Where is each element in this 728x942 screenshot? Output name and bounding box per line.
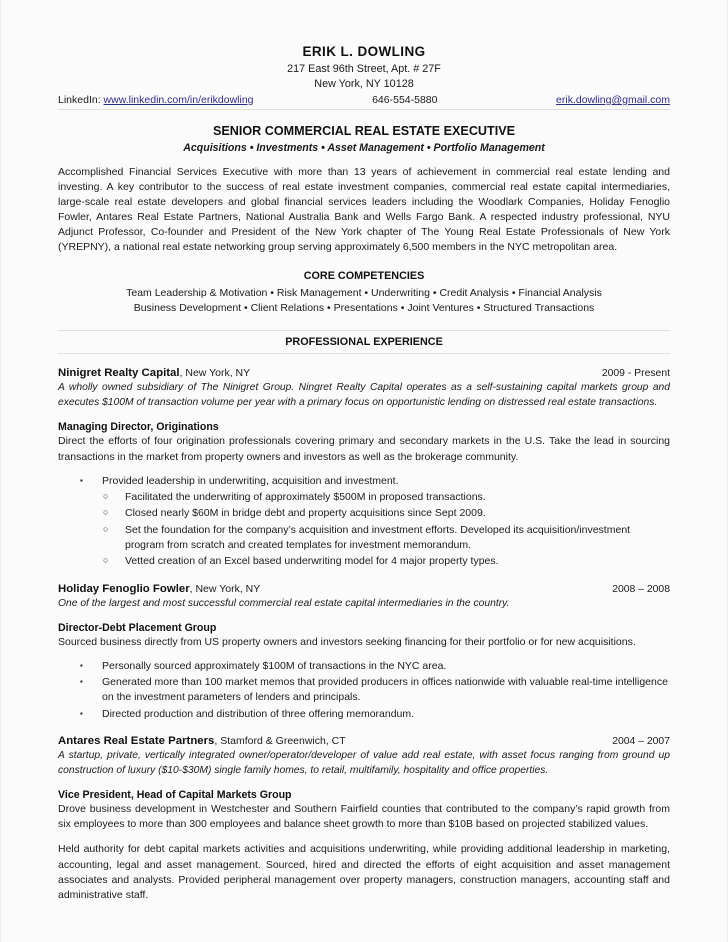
job-location: , New York, NY (179, 367, 251, 380)
bullet-item (58, 523, 670, 554)
header-divider (58, 109, 670, 110)
address-line-2: New York, NY 10128 (314, 78, 414, 90)
job-company-name: Holiday Fenoglio Fowler (58, 582, 190, 595)
jobs-list (58, 367, 670, 903)
candidate-name: ERIK L. DOWLING (302, 44, 426, 59)
job-entry (58, 735, 670, 903)
job-dates: 2009 - Present (601, 368, 670, 380)
core-competencies-line-2: Business Development • Client Relations • Presentations • Joint Ventures • Structured Transactions (133, 301, 595, 314)
job-dates: 2008 – 2008 (612, 583, 670, 595)
bullet-item (58, 554, 670, 569)
professional-experience-section (58, 330, 670, 354)
job-entry (58, 367, 670, 569)
job-role-title: Director-Debt Placement Group (58, 621, 217, 634)
bullet-item (58, 506, 670, 521)
bullet-item (58, 474, 670, 489)
job-header (58, 735, 670, 747)
linkedin-label: LinkedIn: (58, 94, 101, 106)
bullet-item (58, 675, 670, 706)
email-link[interactable]: erik.dowling@gmail.com (556, 94, 670, 106)
experience-section-title: PROFESSIONAL EXPERIENCE (285, 336, 443, 349)
core-competencies-title: CORE COMPETENCIES (303, 269, 425, 282)
job-company-description: A wholly owned subsidiary of The Ninigret Group. Ningret Realty Capital operates as a self-sustaining capital markets group and executes $100M of transaction volume per year with a primary focus on opportunistic lending on distressed real estate transactions. (58, 382, 670, 409)
job-company-name: Antares Real Estate Partners (58, 734, 215, 747)
square-bullet-icon: ▪ (80, 475, 83, 485)
circle-bullet-icon: ○ (103, 523, 109, 534)
headline-title: SENIOR COMMERCIAL REAL ESTATE EXECUTIVE (212, 124, 516, 138)
bullet-text: Personally sourced approximately $100M of transactions in the NYC area. (102, 659, 447, 672)
square-bullet-icon: ▪ (80, 660, 83, 670)
bullet-text: Vetted creation of an Excel based underwriting model for 4 major property types. (125, 555, 499, 568)
job-role-description: Drove business development in Westchester and Southern Fairfield counties that contributed to the company’s rapid growth from six employees to more than 300 employees and balance sheet growth to more than $10B based on projected stabilized values. (58, 802, 670, 831)
bullet-item (58, 659, 670, 674)
core-competencies-line-1: Team Leadership & Motivation • Risk Management • Underwriting • Credit Analysis • Financial Analysis (126, 286, 602, 299)
job-role-title: Managing Director, Originations (58, 421, 219, 434)
bullet-text: Facilitated the underwriting of approximately $500M in proposed transactions. (125, 491, 486, 504)
resume-header (58, 44, 670, 110)
contact-row (58, 94, 670, 109)
job-organization (58, 367, 602, 379)
job-location: , Stamford & Greenwich, CT (214, 734, 346, 747)
professional-summary: Accomplished Financial Services Executive with more than 13 years of achievement in commercial real estate lending and investing. A key contributor to the success of real estate investment companies, commercial real estate capital intermediaries, large-scale real estate developers and global financial services leaders including the Woodlark Companies, Holiday Fenoglio Fowler, Antares Real Estate Partners, National Australia Bank and Wells Fargo Bank. A respected industry professional, NYU Adjunct Professor, Co-founder and President of the New York chapter of The Young Real Estate Professionals of New York (YREPNY), a national real estate networking group serving approximately 6,500 members in the NYC metropolitan area. (58, 166, 670, 254)
bullet-text: Generated more than 100 market memos that provided producers in offices nationwide with valuable real-time intelligence on the investment parameters of lenders and principals. (102, 676, 668, 704)
linkedin-link[interactable]: www.linkedin.com/in/erikdowling (103, 94, 254, 106)
job-header (58, 367, 670, 379)
circle-bullet-icon: ○ (103, 491, 109, 502)
bullet-text: Provided leadership in underwriting, acquisition and investment. (102, 474, 399, 487)
job-location: , New York, NY (189, 582, 261, 595)
square-bullet-icon: ▪ (80, 677, 83, 687)
job-company-name: Ninigret Realty Capital (58, 367, 180, 380)
circle-bullet-icon: ○ (103, 507, 109, 518)
circle-bullet-icon: ○ (103, 555, 109, 566)
bullet-text: Closed nearly $60M in bridge debt and property acquisitions since Sept 2009. (125, 507, 486, 520)
job-company-description: One of the largest and most successful commercial real estate capital intermediaries in the country. (58, 597, 510, 609)
experience-divider-bottom (58, 353, 670, 354)
job-header (58, 583, 670, 595)
resume-content (58, 44, 670, 903)
job-bullet-list (58, 659, 670, 722)
job-organization (58, 583, 612, 595)
email-group (556, 94, 670, 106)
bullet-item (58, 707, 670, 722)
core-competencies-section (58, 270, 670, 317)
job-paragraph: Held authority for debt capital markets activities and acquisitions underwriting, while providing additional leadership in marketing, accounting, legal and asset management. Sourced, hired and directed the efforts of eight acquisition and asset management associates and analysts. Provided peripheral management over property managers, construction managers, accounting staff and administrative staff. (58, 843, 670, 901)
square-bullet-icon: ▪ (80, 708, 83, 718)
job-role-description: Direct the efforts of four origination professionals covering primary and secondary markets in the U.S. Take the lead in sourcing transactions in the market from property owners and investors as well as the brokerage community. (58, 435, 670, 463)
job-organization (58, 735, 612, 747)
job-dates: 2004 – 2007 (612, 735, 670, 747)
phone-number: 646-554-5880 (372, 94, 438, 106)
bullet-item (58, 490, 670, 505)
job-company-description: A startup, private, vertically integrated owner/operator/developer of value add real estate, with asset focus ranging from ground up construction of luxury ($10-$30M) single family homes, to retail, multifamily, hospitality and office properties. (58, 749, 670, 776)
job-role-title: Vice President, Head of Capital Markets Group (58, 788, 292, 801)
linkedin-group (58, 94, 254, 106)
address-line-1: 217 East 96th Street, Apt. # 27F (287, 63, 441, 75)
job-entry (58, 583, 670, 722)
headline-subtitle: Acquisitions • Investments • Asset Management • Portfolio Management (183, 142, 545, 154)
bullet-text: Directed production and distribution of three offering memorandum. (102, 707, 415, 720)
job-role-description: Sourced business directly from US property owners and investors seeking financing for their portfolio or for new acquisitions. (58, 635, 636, 648)
job-bullet-list (58, 474, 670, 570)
bullet-text: Set the foundation for the company’s acquisition and investment efforts. Developed its acquisition/investment program from scratch and created templates for investment memorandum. (125, 523, 631, 551)
